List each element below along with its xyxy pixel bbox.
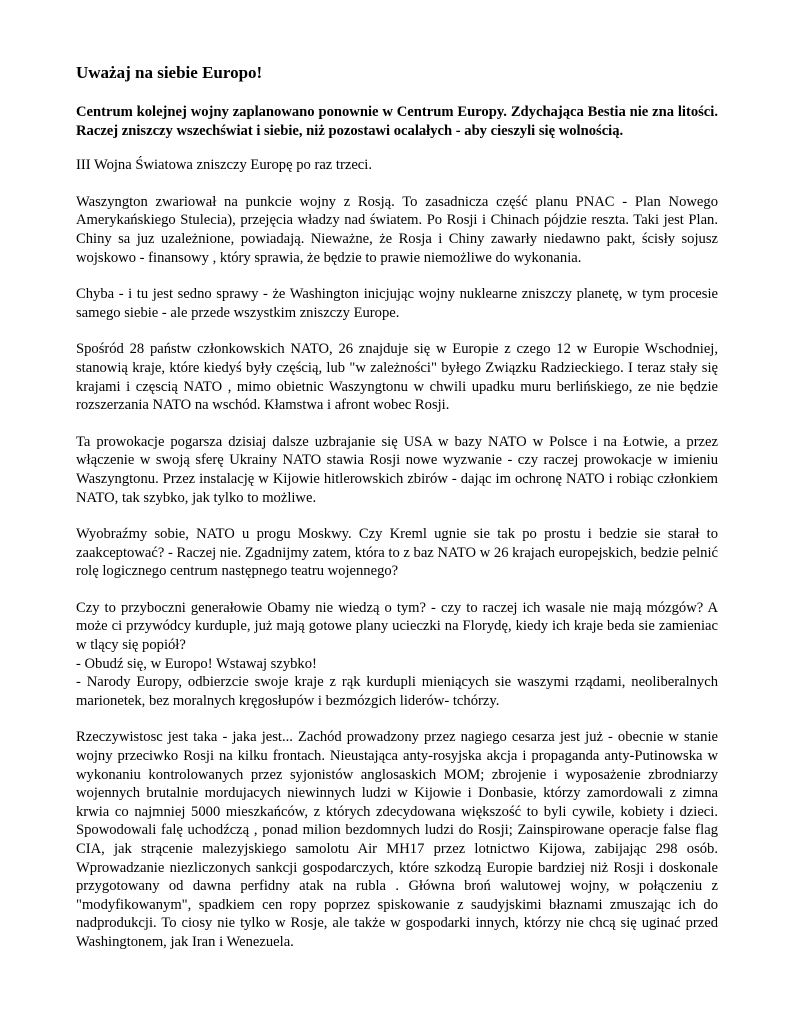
paragraph-7-block bbox=[76, 599, 718, 711]
paragraph-7: Czy to przyboczni generałowie Obamy nie wiedzą o tym? - czy to raczej ich wasale nie mają mózgów? A może ci przywódcy kurduple, już mają gotowe plany ucieczki na Florydę, kiedy ich kraje beda sie zamieniac w tlący się popiół? bbox=[76, 599, 718, 654]
document-page bbox=[76, 62, 718, 970]
exclamation-line-1: - Obudź się, w Europo! Wstawaj szybko! bbox=[76, 655, 317, 672]
lead-paragraph: Centrum kolejnej wojny zaplanowano ponownie w Centrum Europy. Zdychająca Bestia nie zna litości. Raczej zniszczy wszechświat i siebie, niż pozostawi ocalałych - aby cieszyli się wolnością. bbox=[76, 104, 718, 139]
paragraph-2: Waszyngton zwariował na punkcie wojny z Rosją. To zasadnicza część planu PNAC - Plan Nowego Amerykańskiego Stulecia), przejęcia władzy nad światem. Po Rosji i Chinach pójdzie reszta. Taki jest Plan. Chiny sa juz uzależnione, powiadają. Nieważne, że Rosja i Chiny zawarły niedawno pakt, ścisły sojusz wojskowo - finansowy , który sprawia, że będzie to prawie niemożliwe do wykonania. bbox=[76, 193, 718, 266]
document-title: Uważaj na siebie Europo! bbox=[76, 63, 263, 82]
final-paragraph: Rzeczywistosc jest taka - jaka jest... Zachód prowadzony przez nagiego cesarza jest już - obecnie w stanie wojny przeciwko Rosji na kilku frontach. Nieustająca anty-rosyjska akcja i propaganda anty-Putinowska w wykonaniu kontrolowanych przez syjonistów anglosaskich MOM; zbrojenie i wyposażenie zbrodniarzy wojennych brutalnie mordujacych niewinnych ludzi w Kijowie i Donbasie, którzy zamordowali z zimna krwia co najmniej 5000 mieszkańców, z których zdecydowana większość to byli cywile, kobiety i dzieci. Spowodowali falę uchodźczą , ponad milion bezdomnych ludzi do Rosji; Zainspirowane operacje false flag CIA, jak strącenie malezyjskiego samolotu Air MH17 przez lotnictwo Kijowa, zabijając 298 osób. Wprowadzanie niezliczonych sankcji gospodarczych, które szkodzą Europie bardziej niż Rosji i doskonale przygotowany od dawna perfidny atak na rubla . Główna broń walutowej wojny, w połączeniu z "modyfikowanym", spadkiem cen ropy poprzez spiskowanie z saudyjskimi błaznami zmuszając ich do nadprodukcji. To ciosy nie tylko w Rosje, ale także w gospodarki innych, którzy nie chcą się uginać przed Washingtonem, jak Iran i Wenezuela. bbox=[76, 729, 718, 950]
paragraph-4: Spośród 28 państw członkowskich NATO, 26 znajduje się w Europie z czego 12 w Europie Wschodniej, stanowią kraje, które kiedyś były częścią, lub "w zależności" byłego Związku Radzieckiego. I teraz stały się krajami i częscią NATO , mimo obietnic Waszyngtonu w chwili upadku muru berlińskiego, ze nie będzie rozszerzania NATO na wschód. Kłamstwa i afront wobec Rosji. bbox=[76, 341, 718, 414]
paragraph-3: Chyba - i tu jest sedno sprawy - że Washington inicjując wojny nuklearne zniszczy planetę, w tym procesie samego siebie - ale przede wszystkim zniszczy Europe. bbox=[76, 286, 718, 321]
paragraph-6: Wyobraźmy sobie, NATO u progu Moskwy. Czy Kreml ugnie sie tak po prostu i bedzie sie starał to zaakceptować? - Raczej nie. Zgadnijmy zatem, która to z baz NATO w 26 krajach europejskich, bedzie pelnić rolę logicznego centrum następnego teatru wojennego? bbox=[76, 526, 718, 580]
paragraph-1: III Wojna Światowa zniszczy Europę po raz trzeci. bbox=[76, 157, 372, 174]
paragraph-5: Ta prowokacje pogarsza dzisiaj dalsze uzbrajanie się USA w bazy NATO w Polsce i na Łotwie, a przez włączenie w swoją sferę Ukrainy NATO stawia Rosji nowe wyzwanie - czy raczej prowokacje w imieniu Waszyngtonu. Przez instalację w Kijowie hitlerowskich zbirów - dając im ochronę NATO i robiąc członkiem NATO, tak szybko, jak tylko to możliwe. bbox=[76, 433, 718, 506]
exclamation-line-2: - Narody Europy, odbierzcie swoje kraje z rąk kurdupli mieniących sie waszymi rządami, neoliberalnych marionetek, bez moralnych kręgosłupów i bezmózgich liderów- tchórzy. bbox=[76, 674, 718, 709]
